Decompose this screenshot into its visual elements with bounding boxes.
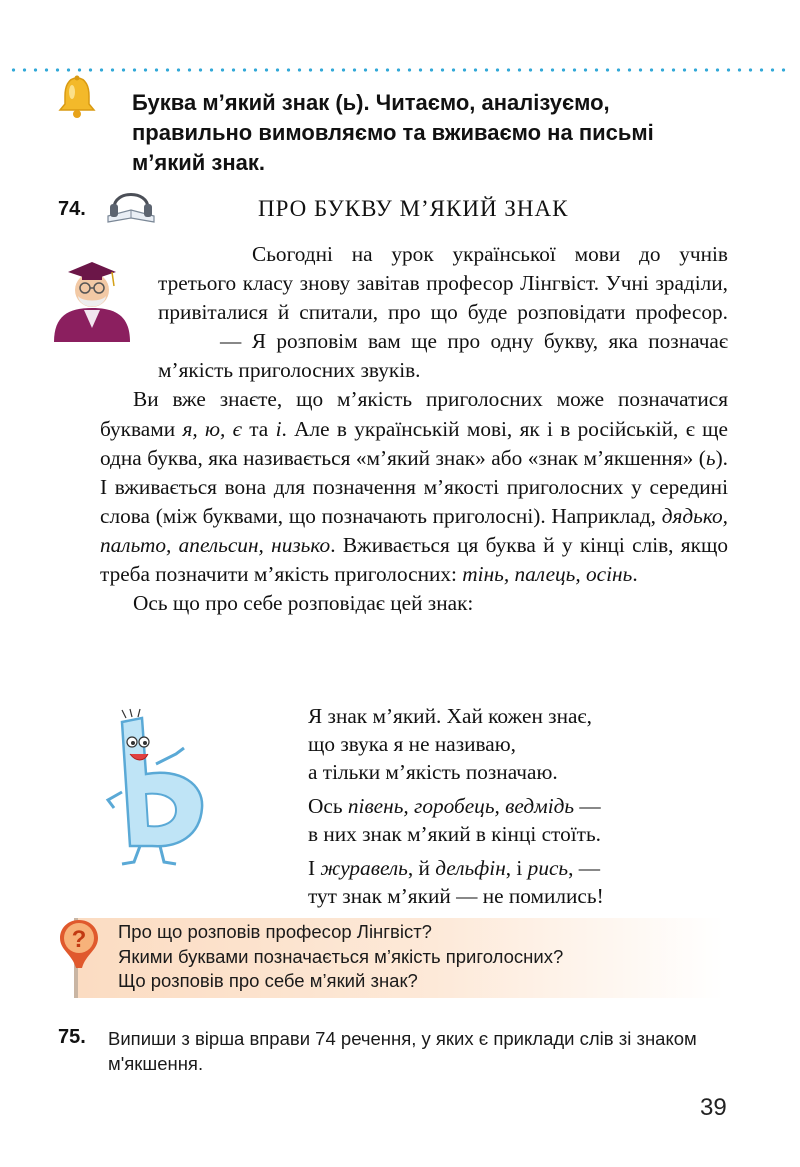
- lesson-objective-line: правильно вимовляємо та вживаємо на письмі: [132, 120, 654, 145]
- exercise-75-number: 75.: [58, 1026, 86, 1048]
- dotted-divider: [8, 68, 792, 72]
- page-number: 39: [700, 1094, 727, 1121]
- poem-line: Я знак м’який. Хай кожен знає,: [308, 704, 592, 728]
- question-icon: [58, 918, 100, 970]
- exercise-75-text: Випиши з вірша вправи 74 речення, у яких є приклади слів зі знаком м'якшення.: [108, 1028, 697, 1074]
- lesson-objective: [132, 88, 752, 178]
- poem-line: що звука я не називаю,: [308, 732, 516, 756]
- paragraph-3: Ви вже знаєте, що м’якість приголосних може позначатися буквами я, ю, є та і. Але в українській мові, як і в російській, є ще одна буква, яка називається «м’який знак» або «знак м’якшення» (ь). І вживається вона для позначення м’якості приголосних у середині слова (між буквами, що позначають приголосні). Наприклад, дядько, пальто, апельсин, низько. Вживається ця буква й у кінці слів, якщо треба позначити м’якість приголосних: тінь, палець, осінь.: [100, 387, 728, 587]
- paragraph-2: — Я розповім вам ще про одну букву, яка позначає м’якість приголосних звуків.: [158, 329, 728, 383]
- poem-line: в них знак м’який в кінці стоїть.: [308, 822, 601, 846]
- story-text: [100, 240, 728, 618]
- poem-line: а тільки м’якість позначаю.: [308, 760, 558, 784]
- svg-text:?: ?: [71, 926, 87, 953]
- lesson-objective-line: Буква м’який знак (ь). Читаємо, аналізуємо,: [132, 90, 610, 115]
- poem-line: Ось півень, горобець, ведмідь —: [308, 794, 601, 818]
- poem-line: І журавель, й дельфін, і рись, —: [308, 856, 601, 880]
- questions-list: [118, 920, 738, 994]
- lesson-objective-line: м’який знак.: [132, 150, 265, 175]
- question-item: Що розповів про себе м’який знак?: [118, 970, 418, 991]
- text-title: ПРО БУКВУ М’ЯКИЙ ЗНАК: [258, 196, 569, 221]
- question-item: Про що розповів професор Лінгвіст?: [118, 921, 432, 942]
- paragraph-1: Сьогодні на урок української мови до учнів третього класу знову завітав професор Лінгвіст. Учні зраділи, привіталися й спитали, про що буде розповідати професор.: [158, 242, 728, 325]
- paragraph-4: Ось що про себе розповідає цей знак:: [133, 591, 474, 616]
- exercise-74-number: 74.: [58, 198, 86, 220]
- poem-line: тут знак м’який — не помились!: [308, 884, 604, 908]
- headphones-book-icon: [102, 180, 160, 226]
- question-item: Якими буквами позначається м’якість приголосних?: [118, 945, 564, 967]
- soft-sign-character: [100, 708, 210, 868]
- bell-icon: [56, 74, 98, 120]
- poem: [308, 702, 748, 910]
